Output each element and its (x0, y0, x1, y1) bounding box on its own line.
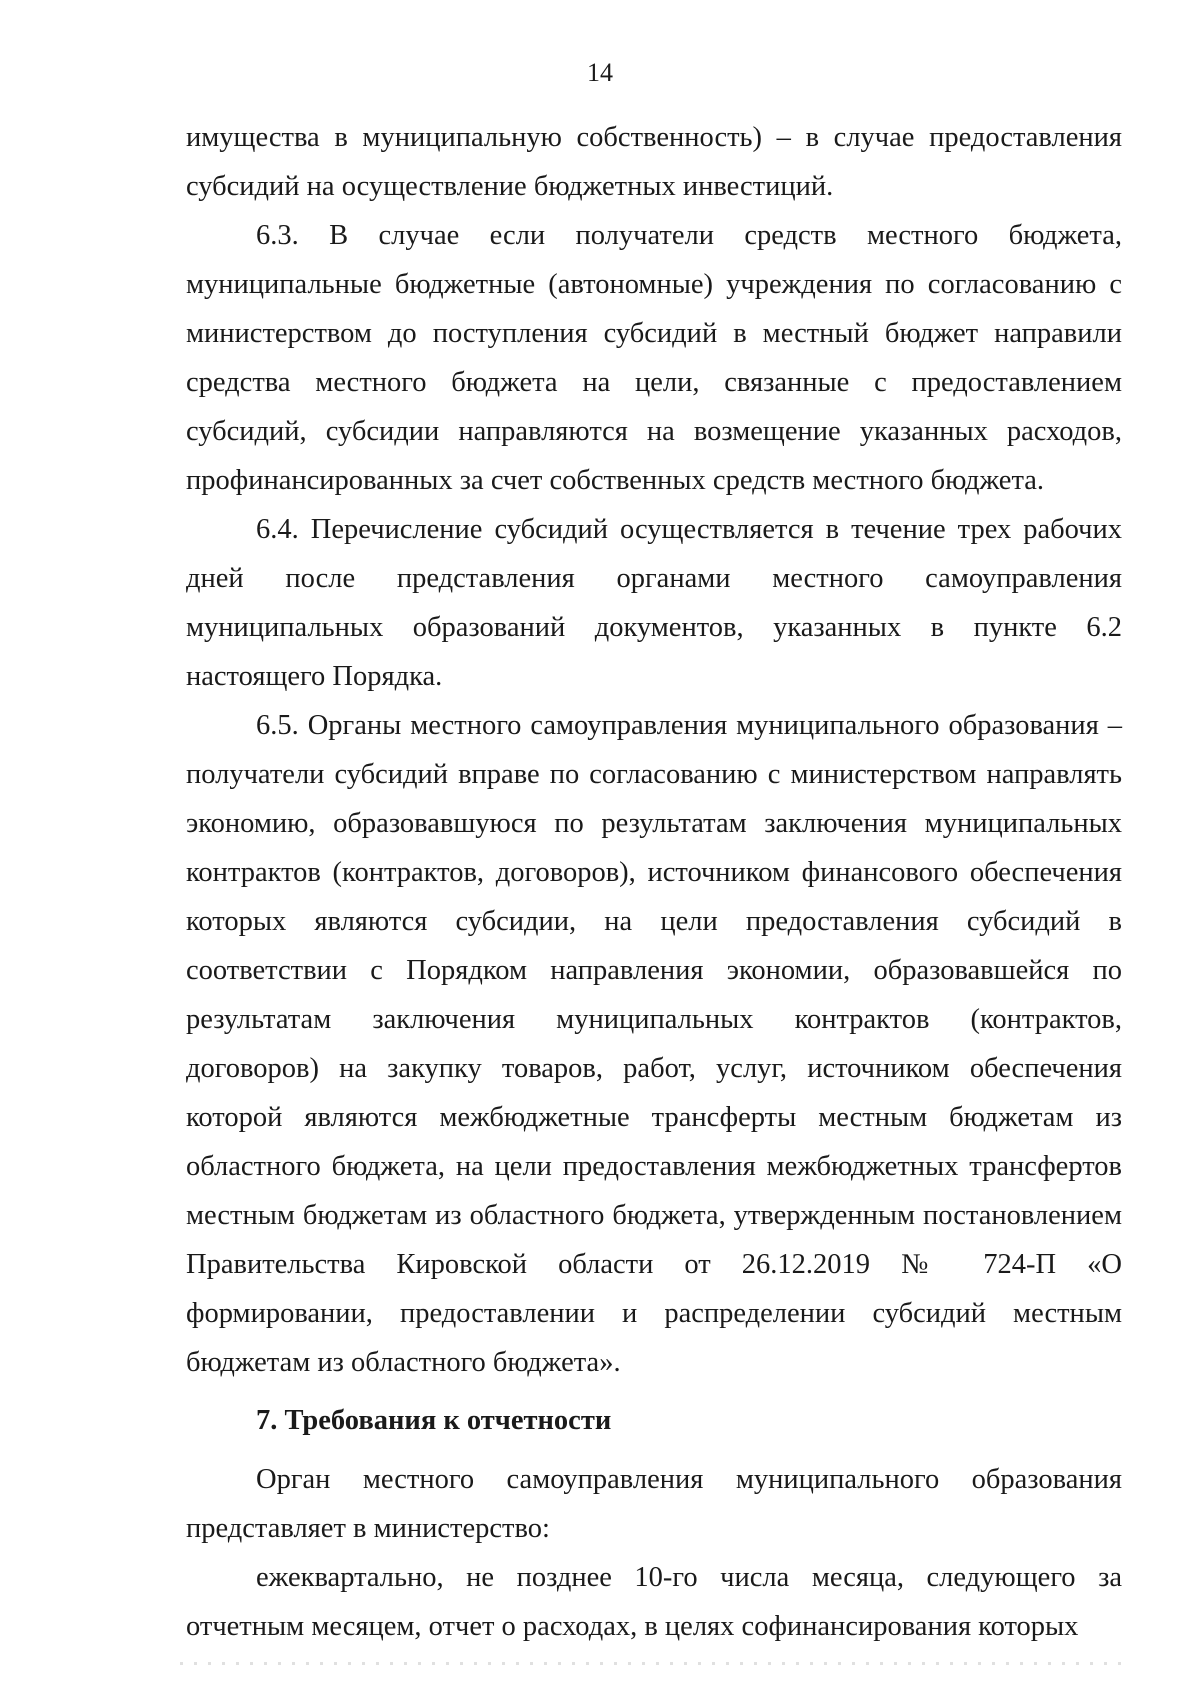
section-heading-7: 7. Требования к отчетности (256, 1405, 612, 1436)
paragraph-quarterly-report: ежеквартально, не позднее 10-го числа месяца, следующего за отчетным месяцем, отчет о расходах, в целях софинансирования которых (186, 1562, 1122, 1642)
page-number: 14 (587, 58, 613, 87)
paragraph-6-4: 6.4. Перечисление субсидий осуществляется в течение трех рабочих дней после представления органами местного самоуправления муниципальных образований документов, указанных в пункте 6.2 настоящего Порядка. (186, 514, 1122, 692)
document-body (186, 113, 1122, 1651)
paragraph-6-3: 6.3. В случае если получатели средств местного бюджета, муниципальные бюджетные (автономные) учреждения по согласованию с министерством до поступления субсидий в местный бюджет направили средства местного бюджета на цели, связанные с предоставлением субсидий, субсидии направляются на возмещение указанных расходов, профинансированных за счет собственных средств местного бюджета. (186, 220, 1122, 496)
paragraph-continuation: имущества в муниципальную собственность) – в случае предоставления субсидий на осуществление бюджетных инвестиций. (186, 122, 1122, 202)
paragraph-6-5: 6.5. Органы местного самоуправления муниципального образования – получатели субсидий вправе по согласованию с министерством направлять экономию, образовавшуюся по результатам заключения муниципальных контрактов (контрактов, договоров), источником финансового обеспечения которых являются субсидии, на цели предоставления субсидий в соответствии с Порядком направления экономии, образовавшейся по результатам заключения муниципальных контрактов (контрактов, договоров) на закупку товаров, работ, услуг, источником обеспечения которой являются межбюджетные трансферты местным бюджетам из областного бюджета, на цели предоставления межбюджетных трансфертов местным бюджетам из областного бюджета, утвержденным постановлением Правительства Кировской области от 26.12.2019 № 724-П «О формировании, предоставлении и распределении субсидий местным бюджетам из областного бюджета». (186, 710, 1122, 1378)
scan-artifact-line (180, 1662, 1130, 1665)
paragraph-reporting-intro: Орган местного самоуправления муниципального образования представляет в министерство: (186, 1464, 1122, 1544)
